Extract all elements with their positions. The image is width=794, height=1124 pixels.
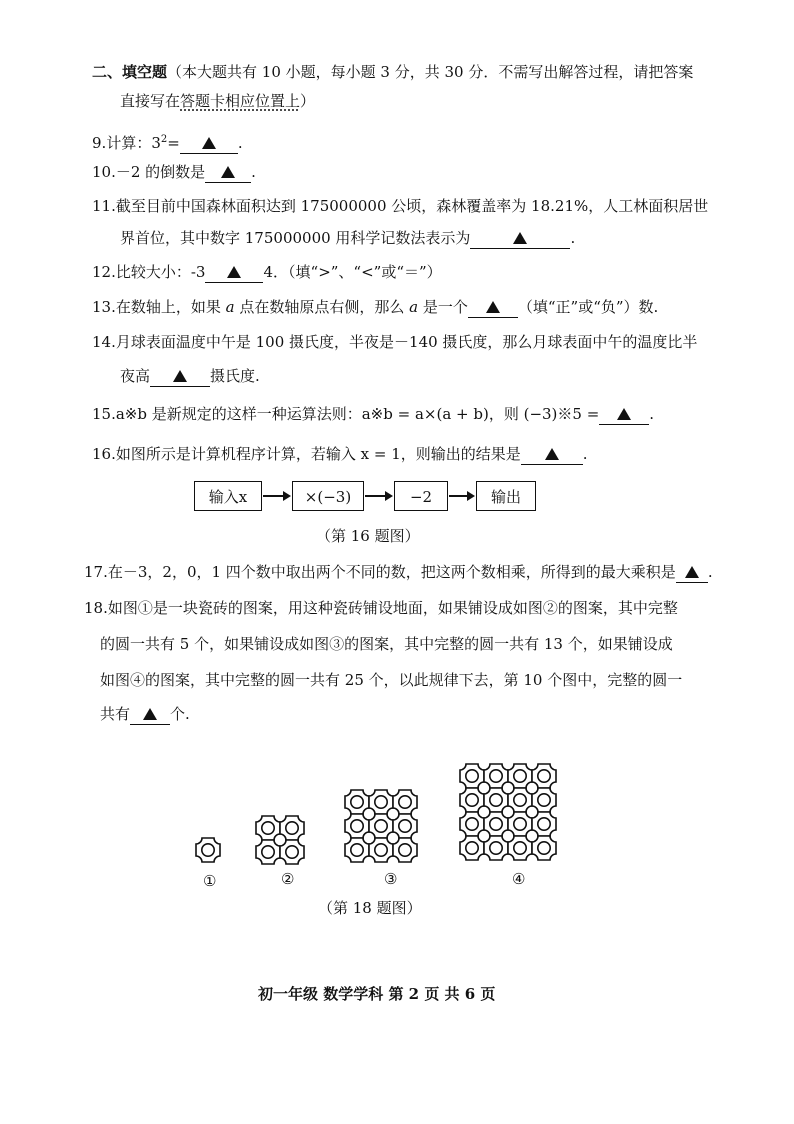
desc-text: 直接写在 <box>120 92 181 110</box>
question-18-line4 <box>100 704 190 725</box>
flow-box-output: 输出 <box>476 481 536 511</box>
q12-text-a: 比较大小：-3 <box>115 263 206 281</box>
triangle-icon <box>617 408 631 420</box>
q9-answer-blank[interactable] <box>180 133 238 154</box>
q9-text: 计算：3 <box>106 134 161 152</box>
q13-text-c: 是一个 <box>418 298 468 316</box>
question-17 <box>84 562 713 583</box>
q9-number: 9. <box>92 134 107 152</box>
q14-text-line1: 月球表面温度中午是 100 摄氏度，半夜是－140 摄氏度，那么月球表面中午的温度比半 <box>115 333 698 351</box>
question-13 <box>92 297 658 318</box>
tile <box>508 812 532 836</box>
question-18-line3: 如图④的图案，其中完整的圆一共有 25 个，以此规律下去，第 10 个图中，完整的圆一 <box>100 671 683 689</box>
tile <box>256 840 280 864</box>
tile <box>508 788 532 812</box>
triangle-icon <box>202 137 216 149</box>
q11-answer-blank[interactable] <box>470 228 570 249</box>
figure-label-3: ③ <box>384 870 398 888</box>
tile <box>393 814 417 838</box>
tile <box>484 788 508 812</box>
figure-label-4: ④ <box>512 870 526 888</box>
q14-text-a: 夜高 <box>120 367 151 385</box>
q13-text-d: （填“正”或“负”）数. <box>517 298 659 316</box>
figure-1-tiles <box>196 838 220 862</box>
q18-answer-blank[interactable] <box>130 704 170 725</box>
q10-answer-blank[interactable] <box>205 162 251 183</box>
q16-end: . <box>582 445 588 463</box>
q10-text: －2 的倒数是 <box>115 163 206 181</box>
question-18-line2: 的圆一共有 5 个，如果铺设成如图③的图案，其中完整的圆一共有 13 个，如果铺设成 <box>100 635 673 653</box>
question-15 <box>92 404 654 425</box>
q12-answer-blank[interactable] <box>205 262 263 283</box>
tile <box>532 788 556 812</box>
q14-text-b: 摄氏度. <box>210 367 260 385</box>
q12-text-b: 4．（填“>”、“<”或“＝”） <box>263 263 442 281</box>
tile <box>508 764 532 788</box>
figure-4-tiles <box>460 764 556 860</box>
q11-text-line2: 界首位，其中数字 175000000 用科学记数法表示为 <box>120 229 471 247</box>
q17-end: . <box>707 563 713 581</box>
triangle-icon <box>173 370 187 382</box>
tile <box>345 790 369 814</box>
tile <box>484 764 508 788</box>
q18-number: 18. <box>84 599 108 617</box>
q10-number: 10. <box>92 163 116 181</box>
question-9 <box>92 130 243 154</box>
question-11-line1 <box>92 196 708 216</box>
triangle-icon <box>221 166 235 178</box>
tile <box>280 816 304 840</box>
q9-end: . <box>237 134 243 152</box>
page-footer: 初一年级 数学学科 第 2 页 共 6 页 <box>258 985 496 1003</box>
q15-answer-blank[interactable] <box>599 404 649 425</box>
tile <box>460 836 484 860</box>
q13-variable: a <box>225 298 235 316</box>
q18-text-line1: 如图①是一块瓷砖的图案，用这种瓷砖铺设地面，如果铺设成如图②的图案，其中完整 <box>107 599 678 617</box>
q12-number: 12. <box>92 263 116 281</box>
figure-3-tiles <box>345 790 417 862</box>
q13-text-b: 点在数轴原点右侧，那么 <box>234 298 410 316</box>
q18-text-a: 共有 <box>100 705 131 723</box>
desc-text-end: ） <box>300 92 316 110</box>
question-18-line1 <box>84 598 678 618</box>
q14-answer-blank[interactable] <box>150 366 210 387</box>
tile <box>256 816 280 840</box>
triangle-icon <box>685 566 699 578</box>
q15-text: a※b 是新规定的这样一种运算法则：a※b = a×(a + b)，则 (−3)※5 = <box>115 405 600 423</box>
tile <box>369 838 393 862</box>
q15-end: . <box>649 405 655 423</box>
question-11-line2 <box>120 228 575 249</box>
tile <box>460 788 484 812</box>
question-12 <box>92 262 442 283</box>
tile <box>196 838 220 862</box>
tile <box>280 840 304 864</box>
flow-box-subtract: −2 <box>394 481 448 511</box>
arrow-right-icon <box>365 495 391 497</box>
q10-end: . <box>251 163 256 181</box>
figure-label-2: ② <box>281 870 295 888</box>
triangle-icon <box>486 301 500 313</box>
question-14-line2 <box>120 366 260 387</box>
triangle-icon <box>545 448 559 460</box>
section-desc-line2 <box>120 91 315 111</box>
q13-text-a: 在数轴上，如果 <box>115 298 226 316</box>
tile <box>345 814 369 838</box>
tile <box>484 836 508 860</box>
q13-answer-blank[interactable] <box>468 297 518 318</box>
question-16 <box>92 444 588 465</box>
q11-text-line1: 截至目前中国森林面积达到 175000000 公顷，森林覆盖率为 18.21%，人工林面积居世 <box>115 197 709 215</box>
q13-number: 13. <box>92 298 116 316</box>
arrow-right-icon <box>449 495 473 497</box>
desc-emphasis: 答题卡相应位置上 <box>180 92 301 110</box>
tile <box>484 812 508 836</box>
q18-text-b: 个. <box>170 705 190 723</box>
tile <box>345 838 369 862</box>
q11-end: . <box>570 229 576 247</box>
q11-number: 11. <box>92 197 116 215</box>
tile <box>460 812 484 836</box>
tile <box>508 836 532 860</box>
tile <box>393 790 417 814</box>
tile <box>532 836 556 860</box>
tile <box>532 812 556 836</box>
section-heading <box>92 62 693 82</box>
question-10 <box>92 162 256 183</box>
q14-number: 14. <box>92 333 116 351</box>
tile <box>460 764 484 788</box>
tile <box>369 814 393 838</box>
q16-number: 16. <box>92 445 116 463</box>
q9-equals: = <box>167 134 180 152</box>
triangle-icon <box>513 232 527 244</box>
tile <box>393 838 417 862</box>
q13-variable-2: a <box>409 298 419 316</box>
arrow-right-icon <box>263 495 289 497</box>
triangle-icon <box>227 266 241 278</box>
flowchart <box>0 481 794 515</box>
question-14-line1 <box>92 332 697 352</box>
triangle-icon <box>143 708 157 720</box>
section-title: 二、填空题 <box>92 63 168 81</box>
q15-number: 15. <box>92 405 116 423</box>
flowchart-caption: （第 16 题图） <box>316 527 420 545</box>
figure-label-1: ① <box>203 872 217 890</box>
figure-2-tiles <box>256 816 304 864</box>
q17-number: 17. <box>84 563 108 581</box>
flow-box-multiply: ×(−3) <box>292 481 364 511</box>
q17-answer-blank[interactable] <box>676 562 708 583</box>
tile <box>369 790 393 814</box>
section-desc-line1: （本大题共有 10 小题，每小题 3 分，共 30 分．不需写出解答过程，请把答案 <box>167 63 694 81</box>
flow-box-input: 输入x <box>194 481 262 511</box>
q16-answer-blank[interactable] <box>521 444 583 465</box>
q16-text: 如图所示是计算机程序计算，若输入 x = 1，则输出的结果是 <box>115 445 521 463</box>
q17-text: 在－3，2，0，1 四个数中取出两个不同的数，把这两个数相乘，所得到的最大乘积是 <box>107 563 676 581</box>
tile <box>532 764 556 788</box>
figure18-caption: （第 18 题图） <box>318 899 422 917</box>
q9-exponent: 2 <box>160 134 168 145</box>
